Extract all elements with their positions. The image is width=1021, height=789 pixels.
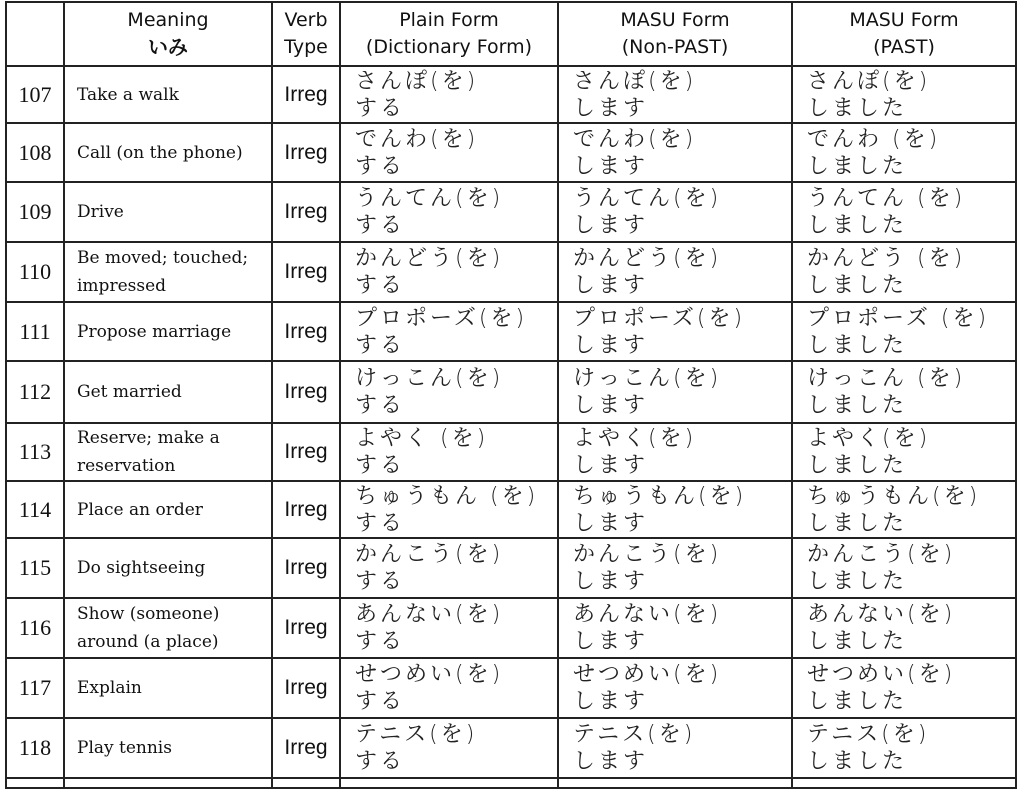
masu-nonpast-form-line: します [573,95,649,121]
verb-type-cell: Irreg [272,658,340,718]
plain-form-line: ちゅうもん (を) [355,483,539,509]
masu-past-form-cell [792,66,1016,123]
plain-form-line: する [355,510,406,536]
plain-form-line: うんてん(を) [355,186,504,211]
masu-nonpast-form-cell [558,242,792,302]
masu-past-form-line: かんどう (を) [807,246,966,271]
masu-past-form-cell [792,123,1016,182]
masu-nonpast-form-line: します [573,689,649,714]
masu-nonpast-form-line: さんぽ(を) [573,68,697,94]
empty-cell [792,778,1016,788]
header-plain-line1: Plain Form [399,9,499,31]
masu-nonpast-form-line: します [573,569,649,594]
header-verb-type [272,2,340,66]
plain-form-line: プロポーズ(を) [355,305,528,331]
masu-past-form-line: しました [807,95,908,121]
masu-past-form-line: しました [807,213,908,238]
verb-type-cell: Irreg [272,538,340,598]
plain-form-line: する [355,393,406,418]
row-number: 115 [6,538,64,598]
masu-nonpast-form-cell [558,123,792,182]
plain-form-line: する [355,749,406,774]
masu-past-form-line: かんこう(を) [807,542,956,567]
masu-past-form-line: ちゅうもん(を) [807,483,981,509]
plain-form-cell [340,423,558,481]
meaning-cell: Get married [64,361,272,423]
header-verb-type-line2: Type [284,36,328,58]
verb-type-cell: Irreg [272,598,340,658]
plain-form-line: する [355,332,406,358]
plain-form-line: する [355,453,406,478]
table-row [6,302,1016,361]
header-row [6,2,1016,66]
verb-type-cell: Irreg [272,361,340,423]
masu-past-form-line: テニス(を) [807,722,930,747]
plain-form-cell [340,182,558,242]
masu-nonpast-form-line: せつめい(を) [573,662,722,687]
row-number: 118 [6,718,64,778]
plain-form-line: する [355,569,406,594]
masu-past-form-line: うんてん (を) [807,186,966,211]
table-row [6,66,1016,123]
table-row [6,423,1016,481]
verb-conjugation-table [5,1,1017,789]
masu-nonpast-form-cell [558,182,792,242]
header-past-line2: (PAST) [873,36,935,58]
masu-nonpast-form-cell [558,538,792,598]
masu-nonpast-form-cell [558,66,792,123]
row-number: 114 [6,481,64,538]
plain-form-line: あんない(を) [355,602,504,627]
meaning-cell: Show (someone) around (a place) [64,598,272,658]
plain-form-line: する [355,273,406,298]
masu-nonpast-form-line: あんない(を) [573,602,722,627]
masu-past-form-line: あんない(を) [807,602,956,627]
masu-nonpast-form-line: けっこん(を) [573,366,722,391]
masu-past-form-line: しました [807,332,908,358]
masu-nonpast-form-line: します [573,153,649,179]
row-number: 110 [6,242,64,302]
masu-past-form-cell [792,302,1016,361]
meaning-cell: Propose marriage [64,302,272,361]
meaning-cell: Be moved; touched; impressed [64,242,272,302]
plain-form-line: かんどう(を) [355,246,504,271]
verb-type-cell: Irreg [272,302,340,361]
masu-past-form-line: しました [807,749,908,774]
table-row [6,242,1016,302]
masu-past-form-line: しました [807,510,908,536]
masu-past-form-cell [792,423,1016,481]
masu-nonpast-form-cell [558,658,792,718]
row-number: 117 [6,658,64,718]
verb-type-cell: Irreg [272,182,340,242]
masu-past-form-line: せつめい(を) [807,662,956,687]
plain-form-line: する [355,213,406,238]
table-row [6,718,1016,778]
meaning-cell: Place an order [64,481,272,538]
masu-nonpast-form-line: プロポーズ(を) [573,305,746,331]
masu-nonpast-form-cell [558,598,792,658]
table-row [6,598,1016,658]
masu-past-form-line: けっこん (を) [807,366,966,391]
empty-cell [6,778,64,788]
plain-form-cell [340,361,558,423]
verb-type-cell: Irreg [272,66,340,123]
table-row [6,123,1016,182]
empty-cell [272,778,340,788]
masu-nonpast-form-line: します [573,393,649,418]
table-row [6,481,1016,538]
plain-form-line: さんぽ(を) [355,68,479,94]
empty-cell [558,778,792,788]
meaning-cell: Do sightseeing [64,538,272,598]
plain-form-cell [340,718,558,778]
masu-nonpast-form-line: します [573,213,649,238]
header-verb-type-line1: Verb [284,9,328,31]
row-number: 111 [6,302,64,361]
masu-nonpast-form-line: します [573,453,649,478]
masu-nonpast-form-line: かんどう(を) [573,246,722,271]
masu-past-form-line: よやく(を) [807,426,931,451]
masu-past-form-line: しました [807,453,908,478]
masu-nonpast-form-cell [558,423,792,481]
masu-past-form-line: しました [807,629,908,654]
masu-nonpast-form-line: うんてん(を) [573,186,722,211]
masu-past-form-line: しました [807,569,908,594]
row-number: 107 [6,66,64,123]
masu-nonpast-form-cell [558,718,792,778]
masu-nonpast-form-cell [558,361,792,423]
header-plain-line2: (Dictionary Form) [365,36,533,58]
masu-past-form-cell [792,718,1016,778]
plain-form-cell [340,66,558,123]
plain-form-cell [340,658,558,718]
masu-nonpast-form-line: します [573,510,649,536]
masu-nonpast-form-line: します [573,332,649,358]
masu-past-form-cell [792,242,1016,302]
plain-form-cell [340,123,558,182]
header-masu-nonpast [558,2,792,66]
plain-form-cell [340,598,558,658]
empty-cell [340,778,558,788]
masu-nonpast-form-line: します [573,749,649,774]
meaning-cell: Take a walk [64,66,272,123]
masu-past-form-cell [792,481,1016,538]
masu-nonpast-form-line: します [573,273,649,298]
masu-nonpast-form-line: でんわ(を) [573,126,697,152]
masu-past-form-line: しました [807,393,908,418]
table-row-partial [6,778,1016,788]
masu-past-form-line: しました [807,273,908,298]
header-meaning-en: Meaning [127,9,209,31]
masu-past-form-cell [792,538,1016,598]
header-masu-line2: (Non-PAST) [621,36,729,58]
header-number [6,2,64,66]
masu-past-form-cell [792,361,1016,423]
masu-past-form-line: しました [807,153,908,179]
plain-form-cell [340,481,558,538]
table-row [6,538,1016,598]
plain-form-line: けっこん(を) [355,366,504,391]
plain-form-line: する [355,153,406,179]
plain-form-line: テニス(を) [355,722,478,747]
header-meaning-jp: いみ [148,35,188,59]
masu-nonpast-form-cell [558,481,792,538]
meaning-cell: Call (on the phone) [64,123,272,182]
table-row [6,658,1016,718]
masu-past-form-cell [792,658,1016,718]
masu-nonpast-form-line: テニス(を) [573,722,696,747]
meaning-cell: Reserve; make a reservation [64,423,272,481]
masu-past-form-line: でんわ (を) [807,126,941,152]
verb-type-cell: Irreg [272,123,340,182]
row-number: 112 [6,361,64,423]
masu-nonpast-form-cell [558,302,792,361]
verb-type-cell: Irreg [272,718,340,778]
meaning-cell: Play tennis [64,718,272,778]
header-masu-past [792,2,1016,66]
masu-past-form-line: さんぽ(を) [807,68,931,94]
header-past-line1: MASU Form [849,9,959,31]
row-number: 108 [6,123,64,182]
plain-form-line: よやく (を) [355,426,489,451]
empty-cell [64,778,272,788]
header-masu-line1: MASU Form [620,9,730,31]
table-row [6,182,1016,242]
masu-nonpast-form-line: よやく(を) [573,426,697,451]
masu-past-form-line: しました [807,689,908,714]
masu-nonpast-form-line: ちゅうもん(を) [573,483,747,509]
table-row [6,361,1016,423]
plain-form-line: する [355,95,406,121]
plain-form-line: する [355,629,406,654]
plain-form-line: でんわ(を) [355,126,479,152]
plain-form-cell [340,302,558,361]
verb-type-cell: Irreg [272,423,340,481]
masu-nonpast-form-line: します [573,629,649,654]
header-plain-form [340,2,558,66]
row-number: 116 [6,598,64,658]
masu-past-form-cell [792,182,1016,242]
header-meaning [64,2,272,66]
plain-form-line: する [355,689,406,714]
plain-form-cell [340,538,558,598]
row-number: 109 [6,182,64,242]
plain-form-line: せつめい(を) [355,662,504,687]
row-number: 113 [6,423,64,481]
verb-type-cell: Irreg [272,242,340,302]
masu-past-form-line: プロポーズ (を) [807,305,990,331]
meaning-cell: Explain [64,658,272,718]
masu-past-form-cell [792,598,1016,658]
masu-nonpast-form-line: かんこう(を) [573,542,722,567]
meaning-cell: Drive [64,182,272,242]
plain-form-line: かんこう(を) [355,542,504,567]
verb-type-cell: Irreg [272,481,340,538]
plain-form-cell [340,242,558,302]
